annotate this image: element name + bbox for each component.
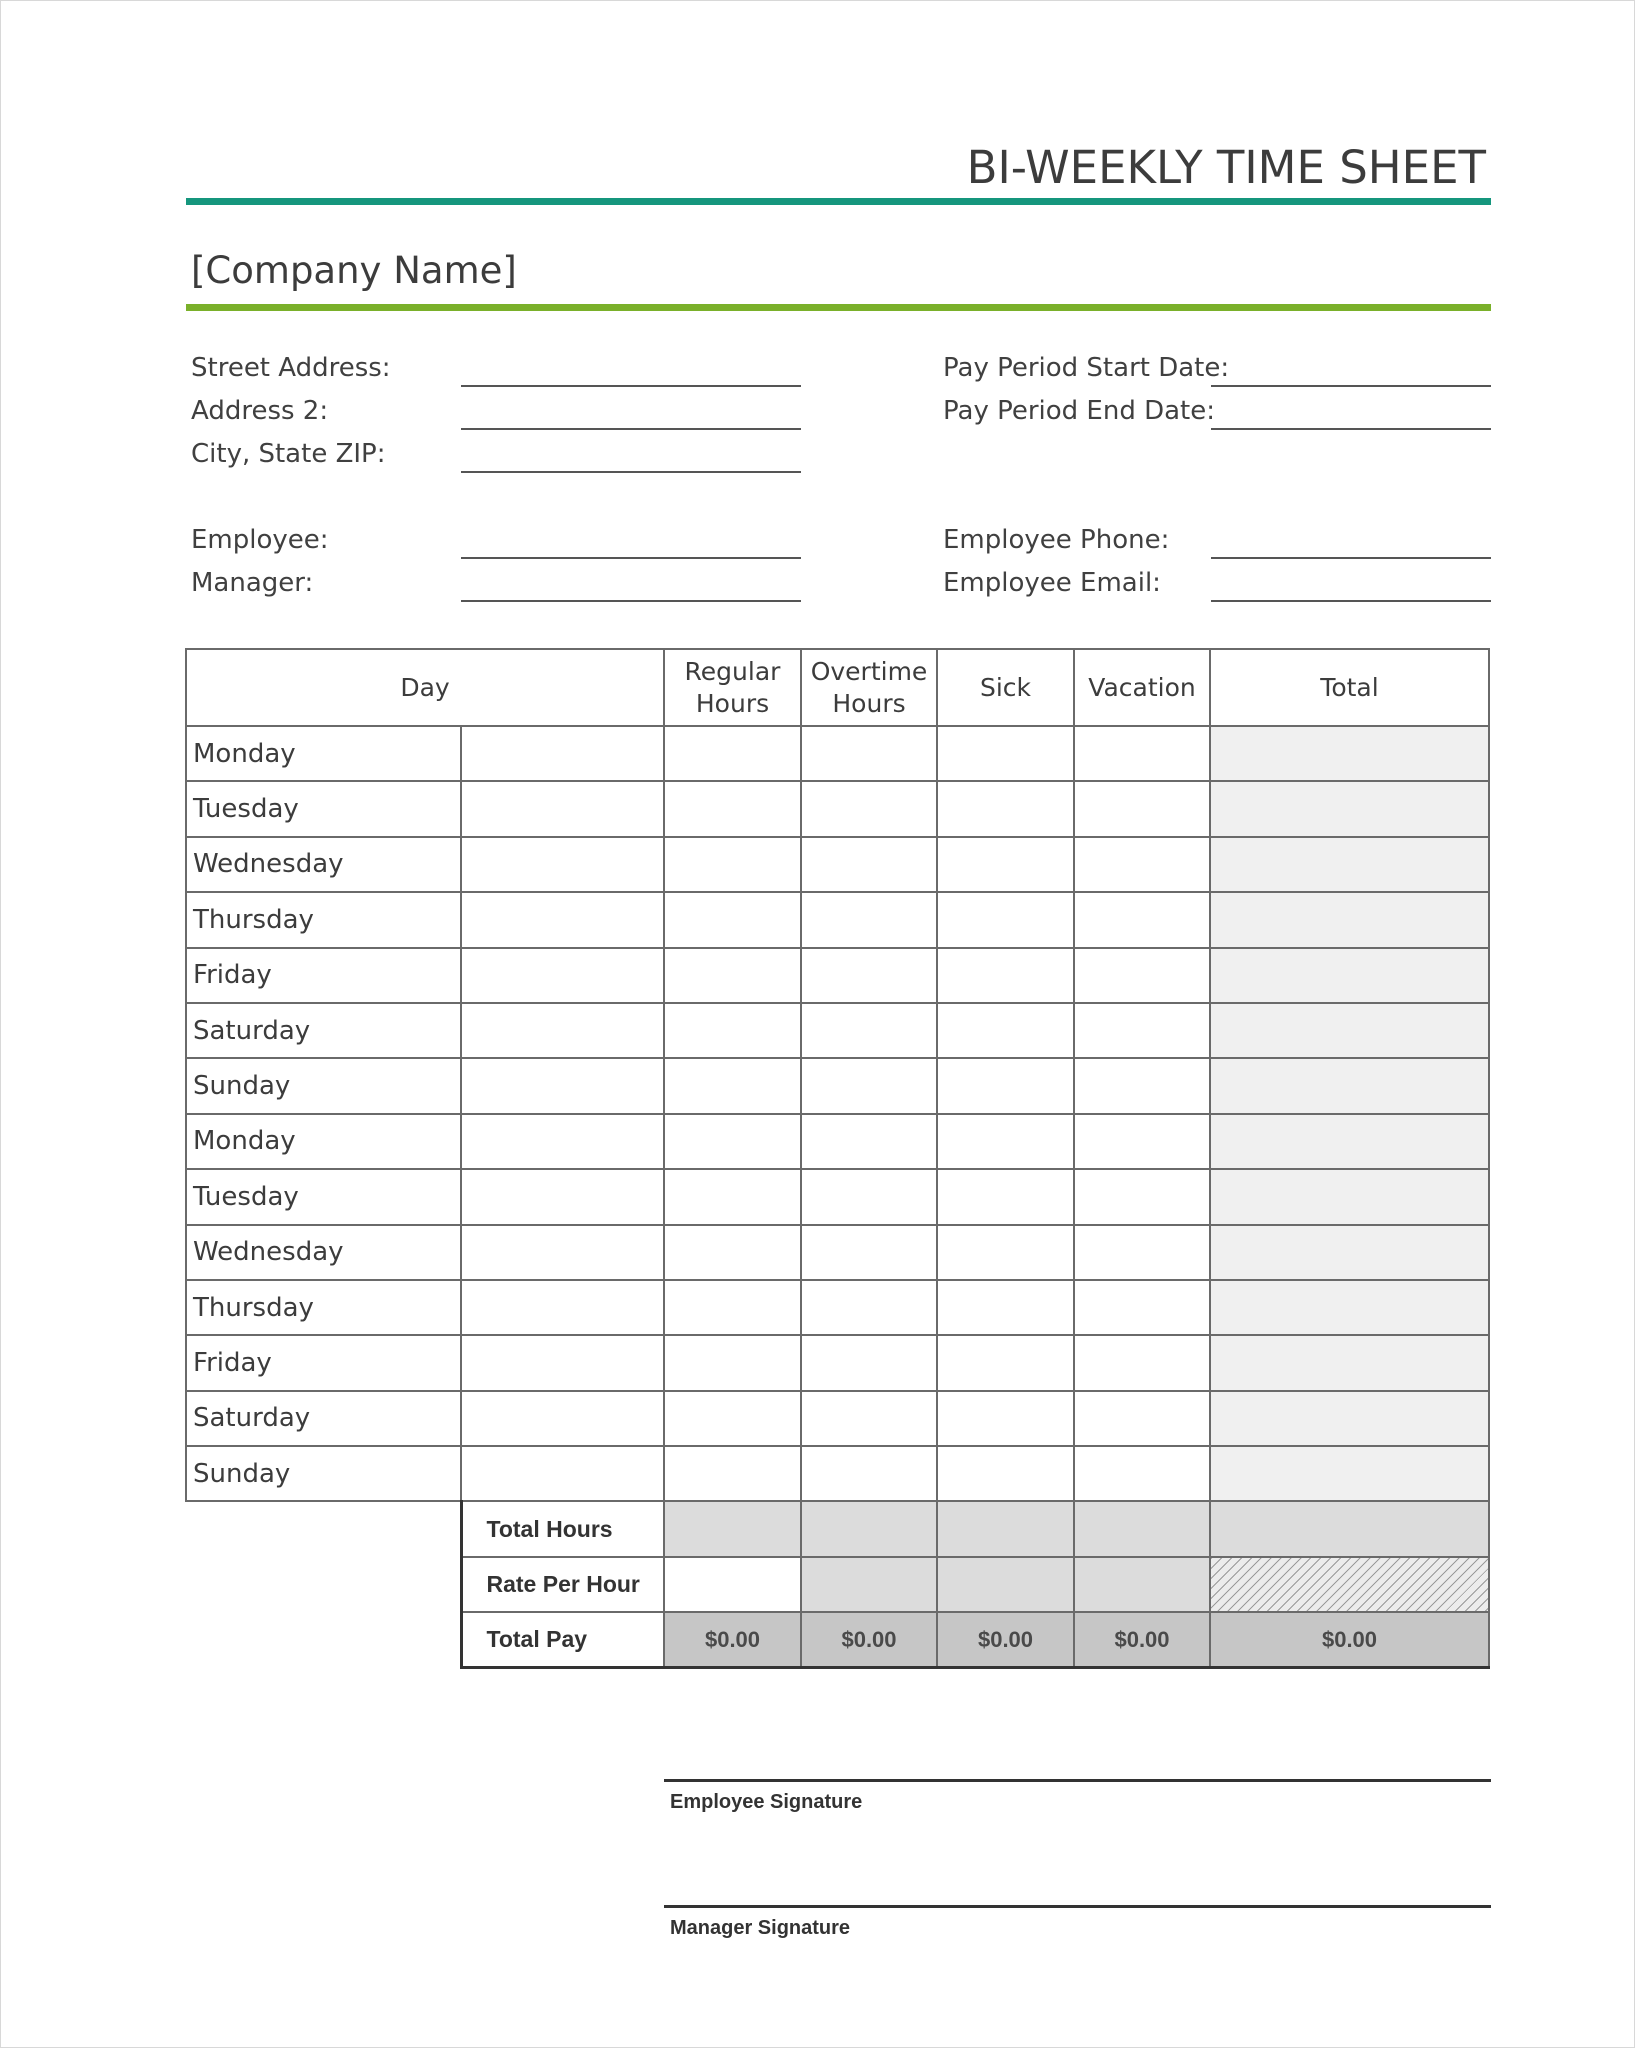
day-total-cell (1210, 1391, 1489, 1446)
employee-phone-label: Employee Phone: (943, 525, 1170, 555)
regular-hours-cell[interactable] (664, 726, 801, 781)
employee-phone-field[interactable] (1211, 557, 1491, 559)
address-2-field[interactable] (461, 428, 801, 430)
vacation-hours-cell[interactable] (1074, 1446, 1210, 1501)
total-hours-overtime (801, 1501, 937, 1556)
total-pay-row (186, 1612, 1489, 1667)
day-note-cell[interactable] (461, 1169, 664, 1224)
document-title: BI-WEEKLY TIME SHEET (966, 141, 1486, 194)
pay-period-start-label: Pay Period Start Date: (943, 353, 1230, 383)
vacation-hours-cell[interactable] (1074, 892, 1210, 947)
regular-hours-cell[interactable] (664, 781, 801, 836)
title-divider (186, 198, 1491, 205)
day-name: Saturday (186, 1003, 461, 1058)
rate-per-hour-row (186, 1557, 1489, 1612)
day-name: Thursday (186, 892, 461, 947)
vacation-hours-cell[interactable] (1074, 1058, 1210, 1113)
overtime-hours-cell[interactable] (801, 781, 937, 836)
day-row (186, 1058, 1489, 1113)
day-total-cell (1210, 1003, 1489, 1058)
regular-hours-cell[interactable] (664, 948, 801, 1003)
day-row (186, 1114, 1489, 1169)
pay-period-start-field[interactable] (1211, 385, 1491, 387)
header-regular-hours: Regular Hours (664, 649, 801, 726)
employee-signature-line[interactable] (664, 1779, 1491, 1782)
total-hours-total (1210, 1501, 1489, 1556)
header-total: Total (1210, 649, 1489, 726)
regular-hours-cell[interactable] (664, 1335, 801, 1390)
sick-hours-cell[interactable] (937, 1003, 1074, 1058)
day-total-cell (1210, 1114, 1489, 1169)
header-sick: Sick (937, 649, 1074, 726)
sick-hours-cell[interactable] (937, 1280, 1074, 1335)
regular-hours-cell[interactable] (664, 1446, 801, 1501)
day-name: Thursday (186, 1280, 461, 1335)
pay-period-end-field[interactable] (1211, 428, 1491, 430)
overtime-hours-cell[interactable] (801, 1003, 937, 1058)
vacation-hours-cell[interactable] (1074, 1225, 1210, 1280)
overtime-hours-cell[interactable] (801, 1391, 937, 1446)
time-sheet-table (185, 648, 1490, 1669)
overtime-hours-cell[interactable] (801, 726, 937, 781)
regular-hours-cell[interactable] (664, 1114, 801, 1169)
day-note-cell[interactable] (461, 1335, 664, 1390)
address-2-label: Address 2: (191, 396, 329, 426)
total-pay-total: $0.00 (1210, 1612, 1489, 1667)
regular-hours-cell[interactable] (664, 892, 801, 947)
rate-total-hatched (1210, 1557, 1489, 1612)
header-vacation: Vacation (1074, 649, 1210, 726)
spacer-cell (186, 1557, 461, 1612)
sick-hours-cell[interactable] (937, 948, 1074, 1003)
employee-field[interactable] (461, 557, 801, 559)
day-row (186, 837, 1489, 892)
street-address-field[interactable] (461, 385, 801, 387)
day-row (186, 948, 1489, 1003)
day-name: Tuesday (186, 1169, 461, 1224)
day-note-cell[interactable] (461, 781, 664, 836)
header-overtime-hours: Overtime Hours (801, 649, 937, 726)
vacation-hours-cell[interactable] (1074, 1114, 1210, 1169)
day-total-cell (1210, 1446, 1489, 1501)
day-row (186, 1446, 1489, 1501)
sick-hours-cell[interactable] (937, 892, 1074, 947)
day-note-cell[interactable] (461, 948, 664, 1003)
overtime-hours-cell[interactable] (801, 1335, 937, 1390)
city-state-zip-field[interactable] (461, 471, 801, 473)
day-note-cell[interactable] (461, 726, 664, 781)
day-note-cell[interactable] (461, 1114, 664, 1169)
total-hours-row (186, 1501, 1489, 1556)
day-name: Monday (186, 726, 461, 781)
regular-hours-cell[interactable] (664, 1003, 801, 1058)
day-name: Wednesday (186, 837, 461, 892)
sick-hours-cell[interactable] (937, 837, 1074, 892)
day-name: Saturday (186, 1391, 461, 1446)
total-hours-vacation (1074, 1501, 1210, 1556)
overtime-hours-cell[interactable] (801, 1169, 937, 1224)
rate-vacation (1074, 1557, 1210, 1612)
regular-hours-cell[interactable] (664, 1391, 801, 1446)
total-pay-overtime: $0.00 (801, 1612, 937, 1667)
manager-field[interactable] (461, 600, 801, 602)
street-address-label: Street Address: (191, 353, 391, 383)
regular-hours-cell[interactable] (664, 1169, 801, 1224)
total-hours-label: Total Hours (461, 1501, 664, 1556)
day-note-cell[interactable] (461, 1058, 664, 1113)
sick-hours-cell[interactable] (937, 726, 1074, 781)
sick-hours-cell[interactable] (937, 1391, 1074, 1446)
vacation-hours-cell[interactable] (1074, 948, 1210, 1003)
sick-hours-cell[interactable] (937, 1058, 1074, 1113)
employee-signature-label: Employee Signature (670, 1791, 863, 1813)
total-pay-sick: $0.00 (937, 1612, 1074, 1667)
total-pay-vacation: $0.00 (1074, 1612, 1210, 1667)
day-name: Monday (186, 1114, 461, 1169)
overtime-hours-cell[interactable] (801, 948, 937, 1003)
day-total-cell (1210, 1335, 1489, 1390)
vacation-hours-cell[interactable] (1074, 781, 1210, 836)
company-divider (186, 304, 1491, 311)
day-note-cell[interactable] (461, 892, 664, 947)
vacation-hours-cell[interactable] (1074, 1335, 1210, 1390)
day-total-cell (1210, 1058, 1489, 1113)
table-header-row (186, 649, 1489, 726)
vacation-hours-cell[interactable] (1074, 1280, 1210, 1335)
day-total-cell (1210, 892, 1489, 947)
day-row (186, 1225, 1489, 1280)
rate-regular-input[interactable] (664, 1557, 801, 1612)
regular-hours-cell[interactable] (664, 837, 801, 892)
day-row (186, 1391, 1489, 1446)
day-total-cell (1210, 1169, 1489, 1224)
pay-period-end-label: Pay Period End Date: (943, 396, 1216, 426)
day-name: Tuesday (186, 781, 461, 836)
day-row (186, 781, 1489, 836)
vacation-hours-cell[interactable] (1074, 837, 1210, 892)
overtime-hours-cell[interactable] (801, 1280, 937, 1335)
total-hours-regular (664, 1501, 801, 1556)
spacer-cell (186, 1501, 461, 1556)
sick-hours-cell[interactable] (937, 1169, 1074, 1224)
manager-signature-label: Manager Signature (670, 1917, 851, 1939)
rate-sick (937, 1557, 1074, 1612)
vacation-hours-cell[interactable] (1074, 1391, 1210, 1446)
day-row (186, 1169, 1489, 1224)
sick-hours-cell[interactable] (937, 781, 1074, 836)
day-note-cell[interactable] (461, 837, 664, 892)
day-total-cell (1210, 1280, 1489, 1335)
day-note-cell[interactable] (461, 1391, 664, 1446)
day-row (186, 1335, 1489, 1390)
day-total-cell (1210, 837, 1489, 892)
city-state-zip-label: City, State ZIP: (191, 439, 386, 469)
day-note-cell[interactable] (461, 1280, 664, 1335)
total-hours-sick (937, 1501, 1074, 1556)
day-name: Sunday (186, 1446, 461, 1501)
overtime-hours-cell[interactable] (801, 1058, 937, 1113)
overtime-hours-cell[interactable] (801, 1114, 937, 1169)
day-note-cell[interactable] (461, 1003, 664, 1058)
overtime-hours-cell[interactable] (801, 1225, 937, 1280)
regular-hours-cell[interactable] (664, 1280, 801, 1335)
overtime-hours-cell[interactable] (801, 1446, 937, 1501)
total-pay-regular: $0.00 (664, 1612, 801, 1667)
day-row (186, 726, 1489, 781)
sick-hours-cell[interactable] (937, 1446, 1074, 1501)
day-name: Friday (186, 948, 461, 1003)
overtime-hours-cell[interactable] (801, 892, 937, 947)
total-pay-label: Total Pay (461, 1612, 664, 1667)
rate-overtime (801, 1557, 937, 1612)
sick-hours-cell[interactable] (937, 1114, 1074, 1169)
vacation-hours-cell[interactable] (1074, 1003, 1210, 1058)
regular-hours-cell[interactable] (664, 1058, 801, 1113)
day-row (186, 1280, 1489, 1335)
manager-signature-line[interactable] (664, 1905, 1491, 1908)
vacation-hours-cell[interactable] (1074, 726, 1210, 781)
company-name: [Company Name] (191, 249, 517, 292)
day-name: Sunday (186, 1058, 461, 1113)
employee-label: Employee: (191, 525, 329, 555)
day-name: Wednesday (186, 1225, 461, 1280)
day-total-cell (1210, 1225, 1489, 1280)
regular-hours-cell[interactable] (664, 1225, 801, 1280)
day-row (186, 1003, 1489, 1058)
day-note-cell[interactable] (461, 1225, 664, 1280)
day-row (186, 892, 1489, 947)
day-note-cell[interactable] (461, 1446, 664, 1501)
day-total-cell (1210, 726, 1489, 781)
sick-hours-cell[interactable] (937, 1225, 1074, 1280)
spacer-cell (186, 1612, 461, 1667)
rate-per-hour-label: Rate Per Hour (461, 1557, 664, 1612)
employee-email-field[interactable] (1211, 600, 1491, 602)
day-name: Friday (186, 1335, 461, 1390)
vacation-hours-cell[interactable] (1074, 1169, 1210, 1224)
overtime-hours-cell[interactable] (801, 837, 937, 892)
day-total-cell (1210, 948, 1489, 1003)
day-total-cell (1210, 781, 1489, 836)
employee-email-label: Employee Email: (943, 568, 1161, 598)
manager-label: Manager: (191, 568, 314, 598)
sick-hours-cell[interactable] (937, 1335, 1074, 1390)
header-day: Day (186, 649, 664, 726)
